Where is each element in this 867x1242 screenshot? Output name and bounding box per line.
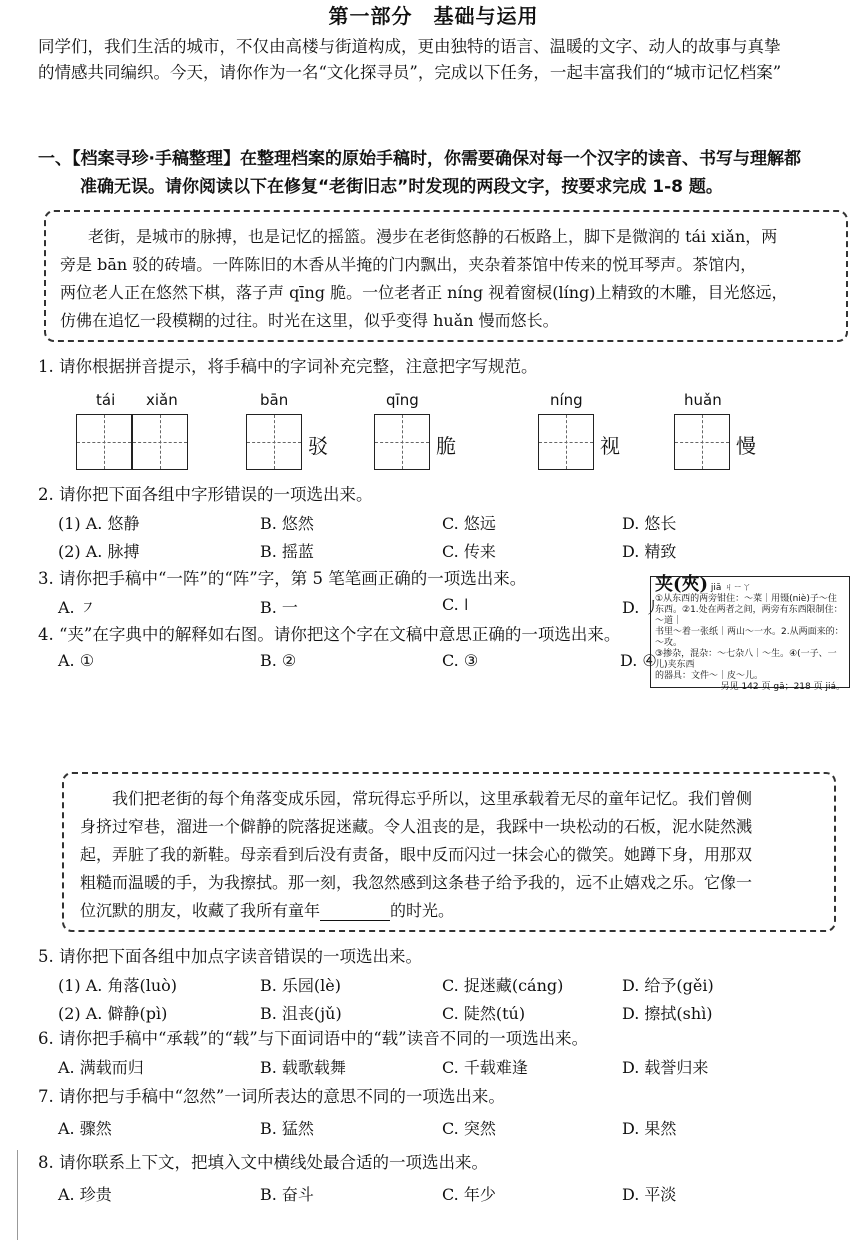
q4-option-b[interactable]: B. ② xyxy=(260,651,297,670)
passage2-line-3: 起，弄脏了我的新鞋。母亲看到后没有责备，眼中反而闪过一抹会心的微笑。她蹲下身，用那双 xyxy=(80,845,753,864)
q7-option-a[interactable]: A. 骤然 xyxy=(58,1119,112,1138)
q3-option-d[interactable]: D. 丿 xyxy=(622,598,661,617)
q6-option-d[interactable]: D. 载誉归来 xyxy=(622,1058,709,1077)
q3-option-c[interactable]: C. ǀ xyxy=(442,595,469,614)
suffix-shi: 视 xyxy=(600,434,620,458)
answer-grid-qing[interactable] xyxy=(374,414,430,470)
q4-option-d[interactable]: D. ④ xyxy=(620,651,657,670)
answer-grid-xian[interactable] xyxy=(132,414,188,470)
q5-1-option-c[interactable]: C. 捉迷藏(cáng) xyxy=(442,976,564,995)
section-title: 第一部分 基础与运用 xyxy=(328,4,539,28)
passage2-line-4: 粗糙而温暖的手，为我擦拭。那一刻，我忽然感到这条巷子给予我的，远不止嬉戏之乐。它像一 xyxy=(80,873,753,892)
dict-line-2: 东西。②1.处在两者之间，两旁有东西限制住：～道｜ xyxy=(655,605,843,626)
question-7: 7. 请你把与手稿中“忽然”一词所表达的意思不同的一项选出来。 xyxy=(38,1087,505,1106)
q8-option-c[interactable]: C. 年少 xyxy=(442,1185,496,1204)
part1-heading-2: 准确无误。请你阅读以下在修复“老街旧志”时发现的两段文字，按要求完成 1-8 题。 xyxy=(80,177,723,197)
q8-option-a[interactable]: A. 珍贵 xyxy=(58,1185,112,1204)
pinyin-qing: qīng xyxy=(386,391,419,409)
passage2-line-2: 身挤过窄巷，溜进一个僻静的院落捉迷藏。令人沮丧的是，我踩中一块松动的石板，泥水陡然溅 xyxy=(80,817,753,836)
q5-1-option-a[interactable]: (1) A. 角落(luò) xyxy=(58,976,178,995)
dict-line-1: ①从东西的两旁钳住：～菜｜用镊(niè)子～住 xyxy=(655,594,837,604)
fill-in-blank[interactable] xyxy=(320,906,390,921)
answer-grid-huan[interactable] xyxy=(674,414,730,470)
suffix-bo: 驳 xyxy=(308,434,328,458)
passage1-line-3: 两位老人正在悠然下棋，落子声 qīng 脆。一位老者正 níng 视着窗棂(líng)上精致的木雕，目光悠远， xyxy=(60,283,788,302)
pinyin-tai: tái xyxy=(96,391,116,409)
intro-line-2: 的情感共同编织。今天，请你作为一名“文化探寻员”，完成以下任务，一起丰富我们的“城市记忆档案” xyxy=(38,63,782,82)
q2-1-option-c[interactable]: C. 悠远 xyxy=(442,514,496,533)
q4-option-c[interactable]: C. ③ xyxy=(442,651,479,670)
pinyin-xian: xiǎn xyxy=(146,391,178,409)
pinyin-ban: bān xyxy=(260,391,289,409)
q8-option-b[interactable]: B. 奋斗 xyxy=(260,1185,314,1204)
passage1-line-1: 老街，是城市的脉搏，也是记忆的摇篮。漫步在老街悠静的石板路上，脚下是微润的 tái xiǎn，两 xyxy=(88,227,778,246)
q2-2-option-a[interactable]: (2) A. 脉搏 xyxy=(58,542,140,561)
question-1: 1. 请你根据拼音提示，将手稿中的字词补充完整，注意把字写规范。 xyxy=(38,357,538,376)
passage2-line-5-end: 的时光。 xyxy=(390,901,455,920)
passage1-line-2: 旁是 bān 驳的砖墙。一阵陈旧的木香从半掩的门内飘出，夹杂着茶馆中传来的悦耳琴声。茶馆内， xyxy=(60,255,757,274)
q4-option-a[interactable]: A. ① xyxy=(58,651,95,670)
answer-grid-ning[interactable] xyxy=(538,414,594,470)
margin-rule xyxy=(17,1150,18,1240)
dictionary-entry xyxy=(650,574,850,692)
q5-2-option-c[interactable]: C. 陡然(tú) xyxy=(442,1004,526,1023)
q5-2-option-a[interactable]: (2) A. 僻静(pì) xyxy=(58,1004,168,1023)
passage2-line-1: 我们把老街的每个角落变成乐园，常玩得忘乎所以，这里承载着无尽的童年记忆。我们曾侧 xyxy=(112,789,753,808)
q8-option-d[interactable]: D. 平淡 xyxy=(622,1185,677,1204)
q2-2-option-b[interactable]: B. 摇蓝 xyxy=(260,542,314,561)
q2-1-option-d[interactable]: D. 悠长 xyxy=(622,514,677,533)
q7-option-d[interactable]: D. 果然 xyxy=(622,1119,677,1138)
dict-line-3: 书里～着一张纸｜两山～一水。2.从两面来的：～攻。 xyxy=(655,627,844,648)
q6-option-c[interactable]: C. 千载难逢 xyxy=(442,1058,528,1077)
dict-line-6: 另见 142 页 gā；218 页 jiá。 xyxy=(720,682,845,692)
part1-heading-1: 一、【档案寻珍·手稿整理】在整理档案的原始手稿时，你需要确保对每一个汉字的读音、书写与理解都 xyxy=(38,149,801,169)
q3-option-a[interactable]: A. ㇇ xyxy=(58,598,96,617)
question-5: 5. 请你把下面各组中加点字读音错误的一项选出来。 xyxy=(38,947,422,966)
question-6: 6. 请你把手稿中“承载”的“载”与下面词语中的“载”读音不同的一项选出来。 xyxy=(38,1029,589,1048)
pinyin-huan: huǎn xyxy=(684,391,722,409)
question-3: 3. 请你把手稿中“一阵”的“阵”字，第 5 笔笔画正确的一项选出来。 xyxy=(38,569,527,588)
q5-1-option-d[interactable]: D. 给予(gěi) xyxy=(622,976,714,995)
q5-1-option-b[interactable]: B. 乐园(lè) xyxy=(260,976,342,995)
q5-2-option-b[interactable]: B. 沮丧(jǔ) xyxy=(260,1004,342,1023)
dict-line-4: ③掺杂，混杂：～七杂八｜～生。④(一子、一儿)夹东西 xyxy=(655,649,837,670)
q6-option-a[interactable]: A. 满载而归 xyxy=(58,1058,144,1077)
question-2: 2. 请你把下面各组中字形错误的一项选出来。 xyxy=(38,485,373,504)
q7-option-c[interactable]: C. 突然 xyxy=(442,1119,496,1138)
passage2-line-5-start: 位沉默的朋友，收藏了我所有童年 xyxy=(80,901,321,920)
dict-line-5: 的器具：文件～｜皮～儿。 xyxy=(655,671,764,681)
dict-pronunciation: jiā ㄐㄧㄚ xyxy=(710,583,752,593)
question-8: 8. 请你联系上下文，把填入文中横线处最合适的一项选出来。 xyxy=(38,1153,488,1172)
q2-1-option-b[interactable]: B. 悠然 xyxy=(260,514,314,533)
q2-2-option-c[interactable]: C. 传来 xyxy=(442,542,496,561)
q3-option-b[interactable]: B. 一 xyxy=(260,598,298,617)
pinyin-ning: níng xyxy=(550,391,583,409)
suffix-cui: 脆 xyxy=(436,434,456,458)
question-4: 4. “夹”在字典中的解释如右图。请你把这个字在文稿中意思正确的一项选出来。 xyxy=(38,625,621,644)
q2-2-option-d[interactable]: D. 精致 xyxy=(622,542,677,561)
q2-1-option-a[interactable]: (1) A. 悠静 xyxy=(58,514,140,533)
dict-headword: 夹(夾) xyxy=(655,574,709,595)
answer-grid-tai[interactable] xyxy=(76,414,132,470)
passage2-line-5 xyxy=(80,898,454,921)
q5-2-option-d[interactable]: D. 擦拭(shì) xyxy=(622,1004,713,1023)
q6-option-b[interactable]: B. 载歌载舞 xyxy=(260,1058,346,1077)
q7-option-b[interactable]: B. 猛然 xyxy=(260,1119,314,1138)
answer-grid-ban[interactable] xyxy=(246,414,302,470)
intro-line-1: 同学们，我们生活的城市，不仅由高楼与街道构成，更由独特的语言、温暖的文字、动人的故事与真挚 xyxy=(38,37,781,56)
passage1-line-4: 仿佛在追忆一段模糊的过往。时光在这里，似乎变得 huǎn 慢而悠长。 xyxy=(60,311,559,330)
suffix-man: 慢 xyxy=(736,434,756,458)
